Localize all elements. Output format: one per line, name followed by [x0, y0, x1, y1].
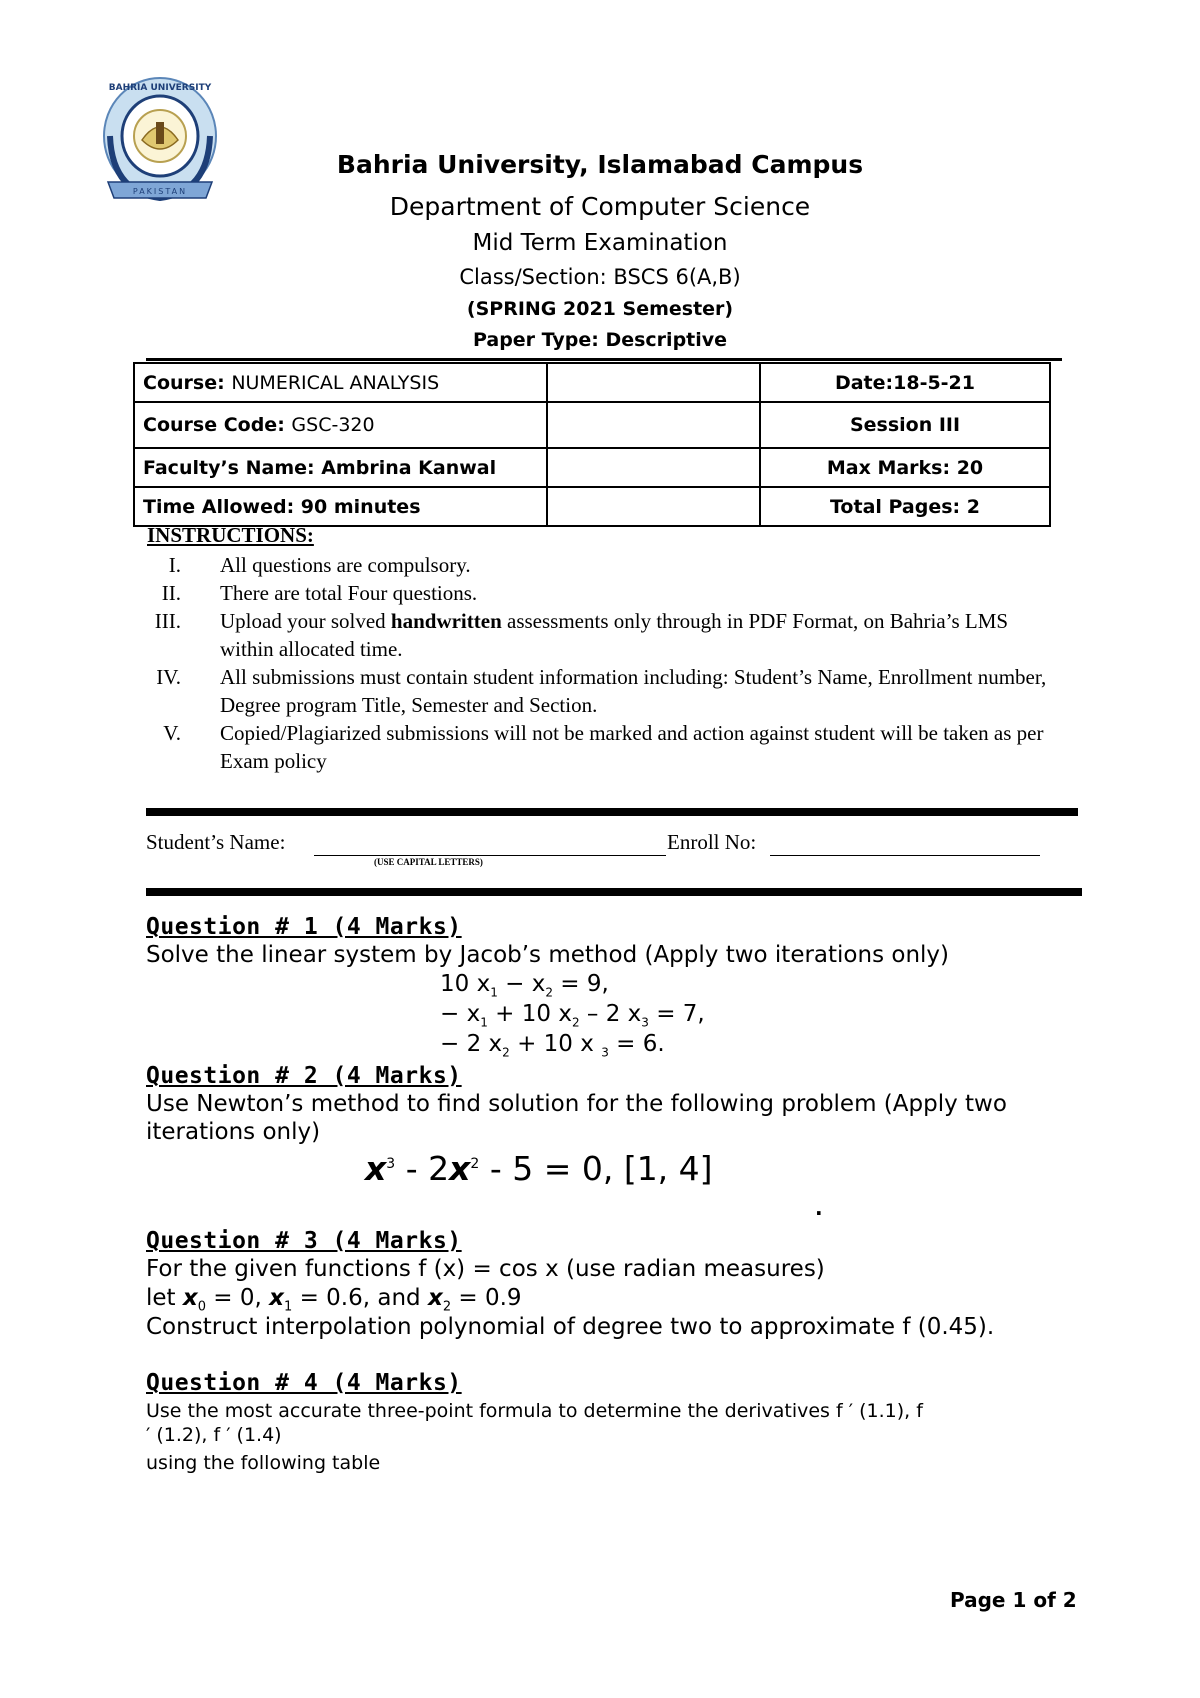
table-row [134, 363, 1050, 402]
course-code-label: Course Code: [143, 414, 292, 436]
page-number: Page 1 of 2 [950, 1588, 1077, 1612]
question-1-title: Question # 1 (4 Marks) [146, 914, 462, 940]
course-value: NUMERICAL ANALYSIS [231, 371, 440, 394]
instructions-title: INSTRUCTIONS: [147, 523, 314, 547]
empty-cell [547, 402, 760, 448]
total-pages-cell: Total Pages: 2 [760, 487, 1050, 526]
instruction-text: All questions are compulsory. [220, 553, 471, 577]
question-3-line-2: let $x_0 = 0$, $x_1 = 0.6$, and $x_2 = 0.9$ [146, 1285, 522, 1315]
instruction-number: II. [161, 581, 181, 605]
instruction-number: IV. [156, 665, 181, 689]
date-cell: Date:18-5-21 [760, 363, 1050, 402]
q1-equation-3: − 2 $x_2 + 10$ x $_3$ = 6. [440, 1031, 665, 1060]
logo-name-text: BAHRIA UNIVERSITY [108, 83, 212, 93]
university-name: Bahria University, Islamabad Campus [336, 150, 864, 179]
list-item [147, 663, 1067, 719]
thick-divider [146, 808, 1078, 816]
capital-letters-note: (USE CAPITAL LETTERS) [374, 857, 483, 867]
q2-equation: $x^3 - 2x^2 - 5 = 0$, [1, 4] [365, 1149, 713, 1188]
question-2-text-line-1: Use Newton’s method to find solution for the following problem (Apply two [146, 1091, 1007, 1117]
session-cell: Session III [760, 402, 1050, 448]
table-row [134, 487, 1050, 526]
student-name-field[interactable] [314, 855, 666, 856]
empty-cell [547, 448, 760, 487]
list-item [147, 551, 1067, 579]
list-item [147, 579, 1067, 607]
instruction-text: There are total Four questions. [220, 581, 478, 605]
list-item [147, 607, 1067, 663]
question-3-line-1: For the given functions f (x) = cos x (use radian measures) [146, 1256, 825, 1282]
list-item [147, 719, 1067, 775]
instruction-number: III. [154, 609, 181, 633]
question-4-title: Question # 4 (4 Marks) [146, 1370, 462, 1396]
empty-cell [547, 487, 760, 526]
course-code-cell [134, 402, 547, 448]
question-3-line-3: Construct interpolation polynomial of degree two to approximate f (0.45). [146, 1314, 995, 1340]
time-allowed-cell: Time Allowed: 90 minutes [134, 487, 547, 526]
thick-divider [146, 888, 1082, 896]
table-row [134, 448, 1050, 487]
question-2-title: Question # 2 (4 Marks) [146, 1063, 462, 1089]
course-code-value: GSC-320 [291, 414, 375, 436]
exam-title: Mid Term Examination [472, 230, 728, 256]
instructions-list [147, 551, 1067, 775]
instruction-text-post: assessments only through in PDF Format, on Bahria’s LMS within allocated time. [220, 609, 1009, 661]
instruction-number: I. [168, 553, 181, 577]
course-label: Course: [143, 371, 232, 394]
question-1-text: Solve the linear system by Jacob’s method (Apply two iterations only) [146, 942, 949, 968]
instruction-text: All submissions must contain student information including: Student’s Name, Enrollment number, Degree program Title, Semester and Section. [220, 665, 1047, 717]
paper-type: Paper Type: Descriptive [472, 329, 728, 351]
instruction-text-bold: handwritten [390, 609, 502, 633]
department-name: Department of Computer Science [389, 192, 811, 221]
university-logo [100, 74, 220, 210]
header-divider [146, 358, 1062, 361]
question-3-title: Question # 3 (4 Marks) [146, 1228, 462, 1254]
question-4-line-3: using the following table [146, 1452, 381, 1474]
logo-country-text: PAKISTAN [132, 187, 188, 196]
question-4-line-2: ′ (1.2), f ′ (1.4) [146, 1424, 282, 1446]
empty-cell [547, 363, 760, 402]
question-4-line-1: Use the most accurate three-point formula to determine the derivatives f ′ (1.1), f [146, 1400, 923, 1422]
instruction-text: Copied/Plagiarized submissions will not be marked and action against student will be taken as per Exam policy [220, 721, 1044, 773]
instruction-number: V. [163, 721, 181, 745]
semester: (SPRING 2021 Semester) [466, 298, 734, 320]
faculty-cell: Faculty’s Name: Ambrina Kanwal [134, 448, 547, 487]
question-2-text-line-2: iterations only) [146, 1119, 321, 1145]
enroll-label: Enroll No: [667, 830, 757, 854]
student-name-label: Student’s Name: [146, 830, 286, 854]
instruction-text-pre: Upload your solved [220, 609, 391, 633]
q1-equation-2: − $x_1 + 10$ $x_2 - 2$ $x_3 = 7$, [440, 1001, 705, 1030]
stray-dot: . [815, 1196, 823, 1220]
enroll-field[interactable] [770, 855, 1040, 856]
course-cell [134, 363, 547, 402]
max-marks-cell: Max Marks: 20 [760, 448, 1050, 487]
table-row [134, 402, 1050, 448]
course-info-table [133, 362, 1051, 527]
class-section: Class/Section: BSCS 6(A,B) [459, 265, 741, 289]
q1-equation-1: 10 $x_1 - x_2 = 9$, [440, 971, 609, 1000]
